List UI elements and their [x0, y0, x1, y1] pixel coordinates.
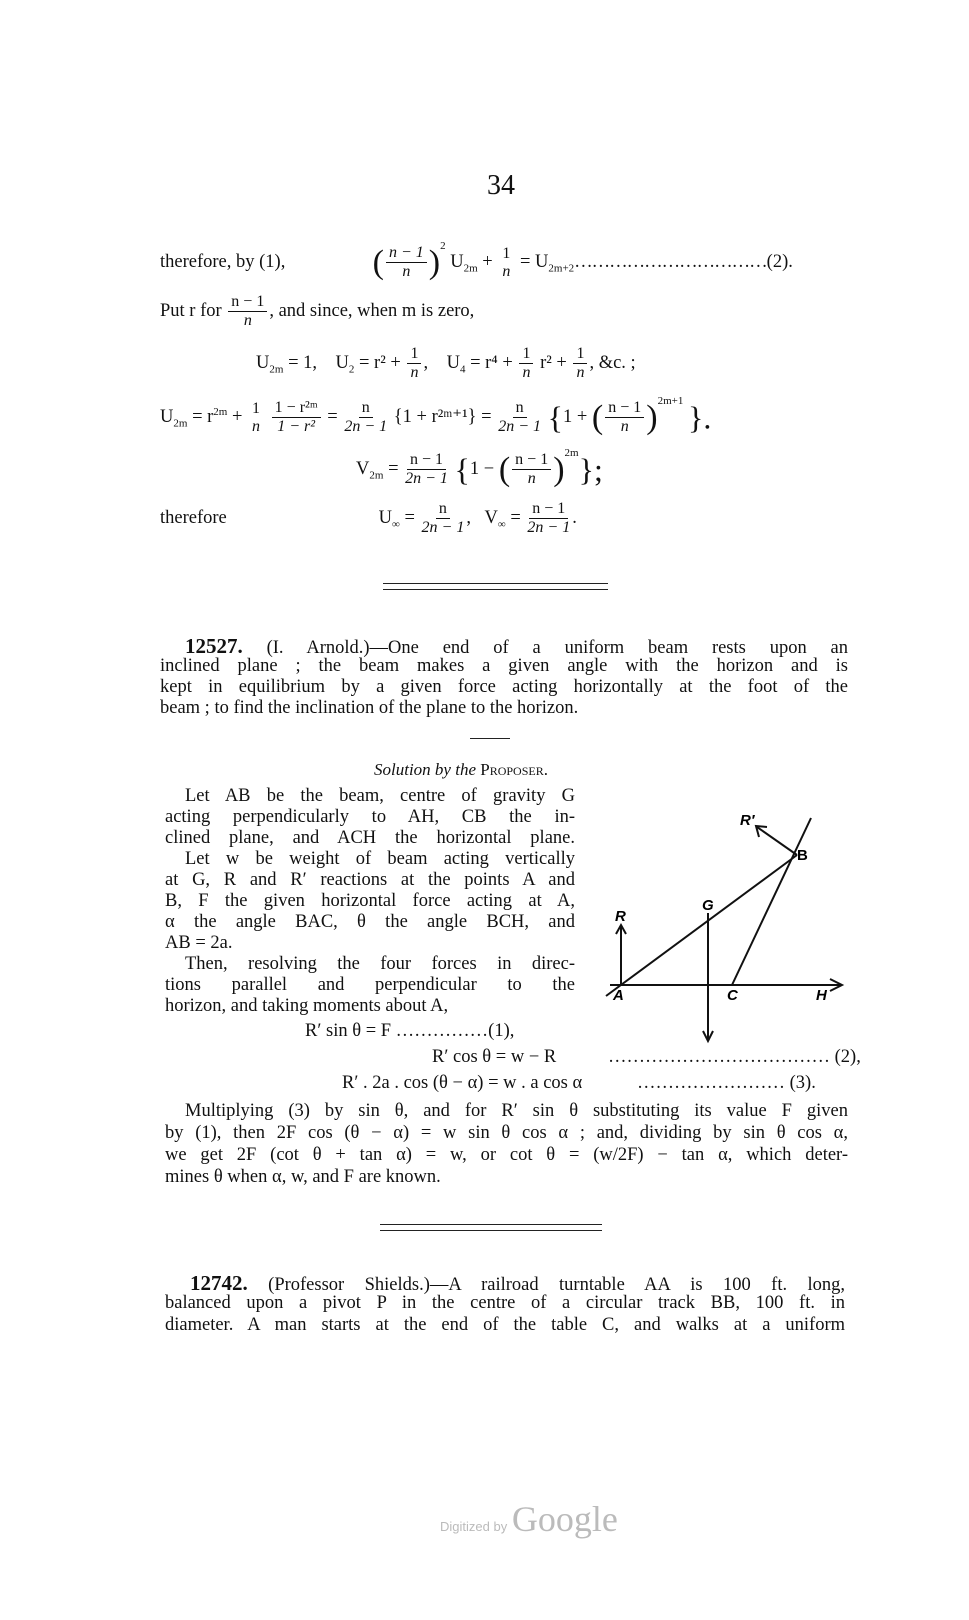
fraction	[527, 500, 570, 537]
equation-lead: therefore, by (1),	[160, 252, 286, 272]
denominator: n	[410, 364, 419, 381]
label-a: A	[613, 987, 624, 1004]
operator: =	[383, 459, 404, 479]
google-logo: Google	[511, 1499, 618, 1539]
paren: (	[498, 450, 511, 488]
fraction	[422, 500, 465, 537]
fraction	[605, 399, 644, 436]
section-divider	[380, 1224, 602, 1225]
watermark-prefix: Digitized by	[440, 1519, 508, 1534]
fraction	[405, 451, 448, 488]
subscript: ∞	[392, 518, 400, 531]
solution-line: mines θ when α, w, and F are known.	[165, 1167, 441, 1187]
operator: =	[519, 252, 531, 272]
numerator: n − 1	[605, 399, 644, 418]
text: 1 +	[562, 407, 588, 427]
section-divider	[383, 589, 608, 590]
text: therefore	[160, 507, 227, 528]
fraction	[512, 451, 551, 488]
text: ,	[423, 352, 429, 373]
text: ,	[466, 507, 471, 528]
symbol: U	[446, 352, 460, 373]
text: .	[572, 507, 577, 528]
numerator: n	[513, 399, 527, 418]
fraction	[386, 244, 427, 281]
denominator: 2n − 1	[527, 519, 571, 536]
numerator: 1	[407, 345, 421, 364]
equation-infinity	[160, 500, 577, 537]
numerator: n − 1	[407, 451, 446, 470]
solution-line: AB = 2a.	[165, 933, 233, 953]
operator: =	[322, 407, 343, 427]
denominator: 2n − 1	[344, 418, 388, 436]
symbol: U	[378, 507, 392, 528]
short-divider	[470, 738, 510, 739]
fraction	[407, 345, 421, 382]
google-watermark	[440, 1498, 618, 1540]
solution-line: horizon, and taking moments about A,	[165, 996, 449, 1016]
exponent: 2	[440, 240, 446, 252]
numerator: n	[436, 500, 450, 519]
denominator: n	[402, 263, 411, 281]
text: r² +	[540, 352, 567, 373]
solution-line: Let AB be the beam, centre of gravity G	[185, 786, 575, 806]
brace: {	[547, 399, 563, 436]
text: = r	[187, 407, 214, 427]
fraction	[272, 399, 321, 436]
brace: };	[578, 451, 603, 488]
subscript: ∞	[497, 518, 506, 531]
subscript: 2	[348, 363, 355, 376]
equation-2-line	[160, 240, 860, 282]
fraction	[519, 345, 533, 382]
numerator: 1	[573, 345, 587, 364]
paren: )	[646, 398, 658, 436]
label-r-prime: R′	[740, 812, 755, 829]
text: Put r for	[160, 300, 222, 321]
put-r-line	[160, 293, 474, 330]
equation-2: R′ cos θ = w − R	[432, 1047, 557, 1067]
solution-line: α the angle BAC, θ the angle BCH, and	[165, 912, 575, 932]
section-divider	[383, 583, 608, 584]
question-line: diameter. A man starts at the end of the table C, and walks at a uniform	[165, 1315, 845, 1335]
subscript: 2m	[369, 469, 384, 482]
equation-3-tag: …………………… (3).	[637, 1073, 816, 1093]
equation-1: R′ sin θ = F ……………(1),	[305, 1021, 515, 1041]
solution-line: acting perpendicularly to AH, CB the in-	[165, 807, 575, 827]
text: , &c. ;	[589, 352, 636, 373]
inclined-plane-cb	[732, 818, 811, 985]
solution-line: Let w be weight of beam acting vertically	[185, 849, 575, 869]
label-r: R	[615, 908, 626, 925]
equation-2-tag: ……………………………… (2),	[608, 1047, 861, 1067]
text: = 1,	[283, 352, 317, 373]
reaction-r-prime	[757, 827, 797, 855]
equation-3: R′ . 2a . cos (θ − α) = w . a cos α	[342, 1073, 583, 1093]
question-line: beam ; to find the inclination of the plane to the horizon.	[160, 698, 579, 718]
text: , and since, when m is zero,	[269, 300, 475, 321]
symbol: U	[160, 407, 174, 427]
numerator: 1	[252, 399, 261, 417]
exponent: 2m+1	[657, 395, 684, 407]
operator: =	[476, 407, 497, 427]
symbol: U	[256, 352, 270, 373]
arrow-head-r	[616, 925, 626, 934]
numerator: n − 1	[228, 293, 267, 312]
denominator: n	[502, 262, 511, 280]
operator: +	[482, 252, 493, 272]
subscript: 2m	[173, 417, 188, 430]
solution-line: clined plane, and ACH the horizontal plane.	[165, 828, 575, 848]
solution-line: Multiplying (3) by sin θ, and for R′ sin θ substituting its value F given	[185, 1101, 848, 1121]
arrow-head-w	[703, 1031, 713, 1041]
solution-heading	[374, 760, 548, 780]
leader-dots: ……………………………	[574, 252, 767, 272]
solution-line: tions parallel and perpendicular to the	[165, 975, 575, 995]
subscript: 2m	[269, 363, 284, 376]
brace: }.	[688, 399, 712, 436]
symbol: U	[535, 252, 549, 272]
question-line: balanced upon a pivot P in the centre of a circular track BB, 100 ft. in	[165, 1293, 845, 1313]
solution-line: by (1), then 2F cos (θ − α) = w sin θ cos α ; and, dividing by sin θ cos α,	[165, 1123, 848, 1143]
denominator: n	[620, 418, 629, 436]
numerator: n − 1	[512, 451, 551, 470]
denominator: n	[527, 470, 536, 488]
numerator: 1	[519, 345, 533, 364]
equation-tag: (2).	[766, 252, 793, 272]
denominator: n	[243, 312, 252, 329]
question-line: kept in equilibrium by a given force acting horizontally at the foot of the	[160, 677, 848, 697]
numerator: n	[359, 399, 373, 418]
denominator: 1 − r²	[277, 418, 316, 436]
text: = r⁴ +	[465, 352, 513, 373]
fraction	[344, 399, 387, 436]
label-g: G	[702, 897, 714, 914]
paren: (	[372, 243, 384, 281]
text: 1 −	[469, 459, 495, 479]
text: = r² +	[354, 352, 401, 373]
exponent: 2m	[564, 447, 579, 459]
symbol: U	[450, 252, 464, 272]
denominator: n	[522, 364, 531, 381]
paren: )	[553, 450, 565, 488]
fraction	[249, 400, 263, 436]
question-line: inclined plane ; the beam makes a given angle with the horizon and is	[160, 656, 848, 676]
numerator: 1 − r²ᵐ	[272, 399, 321, 418]
symbol: U	[335, 352, 349, 373]
question-number: 12527.	[185, 634, 243, 658]
fraction	[498, 399, 541, 436]
numerator: n − 1	[529, 500, 568, 519]
section-divider	[380, 1230, 602, 1231]
text: (I. Arnold.)—One end of a uniform beam rests upon an	[266, 638, 848, 658]
denominator: 2n − 1	[498, 418, 541, 436]
symbol: V	[484, 507, 498, 528]
solution-line: we get 2F (cot θ + tan α) = w, or cot θ = (w/2F) − tan α, which deter-	[165, 1145, 848, 1165]
numerator: n − 1	[388, 244, 424, 262]
denominator: 2n − 1	[421, 519, 465, 536]
solution-line: Then, resolving the four forces in direc-	[185, 954, 575, 974]
subscript: 2m	[463, 262, 478, 275]
brace: {	[454, 451, 470, 488]
text: {1 + r²ᵐ⁺¹}	[393, 407, 477, 427]
arrow-head-h	[830, 979, 842, 991]
subscript: 2m+2	[548, 262, 575, 275]
beam-ab	[606, 855, 797, 996]
operator: =	[399, 507, 420, 528]
page-number: 34	[487, 170, 515, 201]
label-b: B	[797, 847, 808, 864]
equation-initial-values	[256, 345, 636, 382]
subscript: 4	[459, 363, 466, 376]
solution-line: B, F the given horizontal force acting at A,	[165, 891, 575, 911]
text: (Professor Shields.)—A railroad turntable AA is 100 ft. long,	[268, 1275, 845, 1295]
equation-v2m	[356, 447, 603, 489]
paren: (	[591, 398, 604, 436]
denominator: 2n − 1	[405, 470, 448, 488]
text: Solution by the	[374, 760, 476, 779]
label-h: H	[816, 987, 827, 1004]
fraction	[573, 345, 587, 382]
equation-u2m	[160, 395, 711, 437]
fraction	[499, 245, 513, 281]
numerator: 1	[502, 244, 511, 262]
arrow-head-r-prime	[756, 826, 767, 837]
label-c: C	[727, 987, 738, 1004]
fraction	[228, 293, 267, 330]
operator: +	[227, 407, 243, 427]
question-number: 12742.	[190, 1271, 248, 1295]
solution-line: at G, R and R′ reactions at the points A and	[165, 870, 575, 890]
exponent: 2m	[213, 405, 228, 418]
denominator: n	[252, 417, 261, 435]
paren: )	[428, 243, 441, 281]
text: Proposer.	[480, 760, 548, 779]
symbol: V	[356, 459, 370, 479]
operator: =	[505, 507, 526, 528]
denominator: n	[576, 364, 585, 381]
